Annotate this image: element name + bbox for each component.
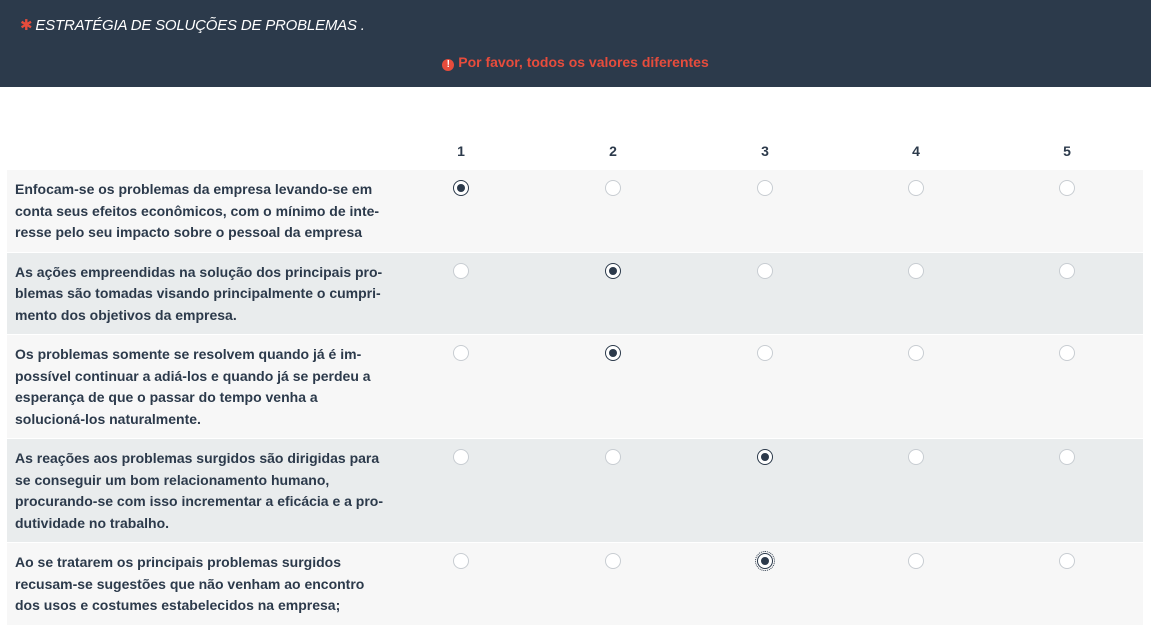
radio-option-4[interactable] bbox=[908, 345, 924, 361]
matrix-row bbox=[7, 439, 1143, 543]
radio-option-5[interactable] bbox=[1059, 553, 1075, 569]
validation-error bbox=[0, 54, 1151, 71]
row-label: Enfocam-se os problemas da empresa levando-se em conta seus efeitos econômicos, com o mínimo de inte-resse pelo seu impacto sobre o pessoal da empresa bbox=[15, 181, 380, 240]
radio-option-1[interactable] bbox=[453, 449, 469, 465]
matrix-row bbox=[7, 170, 1143, 253]
radio-option-4[interactable] bbox=[908, 553, 924, 569]
question-title bbox=[20, 16, 365, 34]
row-label: Os problemas somente se resolvem quando já é im-possível continuar a adiá-los e quando já se perdeu a esperança de que o passar do tempo venha a solucioná-los naturalmente. bbox=[15, 346, 371, 427]
radio-option-2[interactable] bbox=[605, 263, 621, 279]
radio-option-3[interactable] bbox=[757, 553, 773, 569]
radio-option-2[interactable] bbox=[605, 449, 621, 465]
radio-option-2[interactable] bbox=[605, 345, 621, 361]
column-header-4: 4 bbox=[912, 143, 920, 159]
radio-option-1[interactable] bbox=[453, 180, 469, 196]
radio-option-3[interactable] bbox=[757, 449, 773, 465]
question-title-text: ESTRATÉGIA DE SOLUÇÕES DE PROBLEMAS . bbox=[35, 17, 365, 34]
column-header-5: 5 bbox=[1063, 143, 1071, 159]
radio-option-1[interactable] bbox=[453, 553, 469, 569]
matrix-row bbox=[7, 253, 1143, 336]
column-header-row bbox=[7, 140, 1143, 170]
radio-option-4[interactable] bbox=[908, 263, 924, 279]
matrix-rows bbox=[7, 170, 1143, 626]
question-header bbox=[0, 0, 1151, 87]
radio-option-3[interactable] bbox=[757, 263, 773, 279]
exclamation-circle-icon: ! bbox=[442, 59, 454, 71]
radio-option-4[interactable] bbox=[908, 449, 924, 465]
column-header-1: 1 bbox=[457, 143, 465, 159]
validation-error-text: Por favor, todos os valores diferentes bbox=[458, 54, 709, 70]
radio-option-5[interactable] bbox=[1059, 449, 1075, 465]
radio-option-2[interactable] bbox=[605, 180, 621, 196]
radio-option-1[interactable] bbox=[453, 345, 469, 361]
radio-option-2[interactable] bbox=[605, 553, 621, 569]
matrix-row bbox=[7, 543, 1143, 626]
ranking-matrix bbox=[7, 140, 1143, 626]
radio-option-3[interactable] bbox=[757, 180, 773, 196]
radio-option-5[interactable] bbox=[1059, 263, 1075, 279]
radio-option-1[interactable] bbox=[453, 263, 469, 279]
radio-option-4[interactable] bbox=[908, 180, 924, 196]
required-asterisk-icon: ✱ bbox=[20, 17, 33, 34]
column-header-2: 2 bbox=[609, 143, 617, 159]
radio-option-5[interactable] bbox=[1059, 180, 1075, 196]
row-label: As reações aos problemas surgidos são dirigidas para se conseguir um bom relacionamento humano, procurando-se com isso incrementar a eficácia e a pro-dutividade no trabalho. bbox=[15, 450, 384, 531]
row-label: Ao se tratarem os principais problemas surgidos recusam-se sugestões que não venham ao encontro dos usos e costumes estabelecidos na empresa; bbox=[15, 554, 365, 613]
row-label: As ações empreendidas na solução dos principais pro-blemas são tomadas visando principalmente o cumpri-mento dos objetivos da empresa. bbox=[15, 263, 383, 323]
matrix-row bbox=[7, 335, 1143, 439]
column-header-3: 3 bbox=[761, 143, 769, 159]
radio-option-3[interactable] bbox=[757, 345, 773, 361]
radio-option-5[interactable] bbox=[1059, 345, 1075, 361]
